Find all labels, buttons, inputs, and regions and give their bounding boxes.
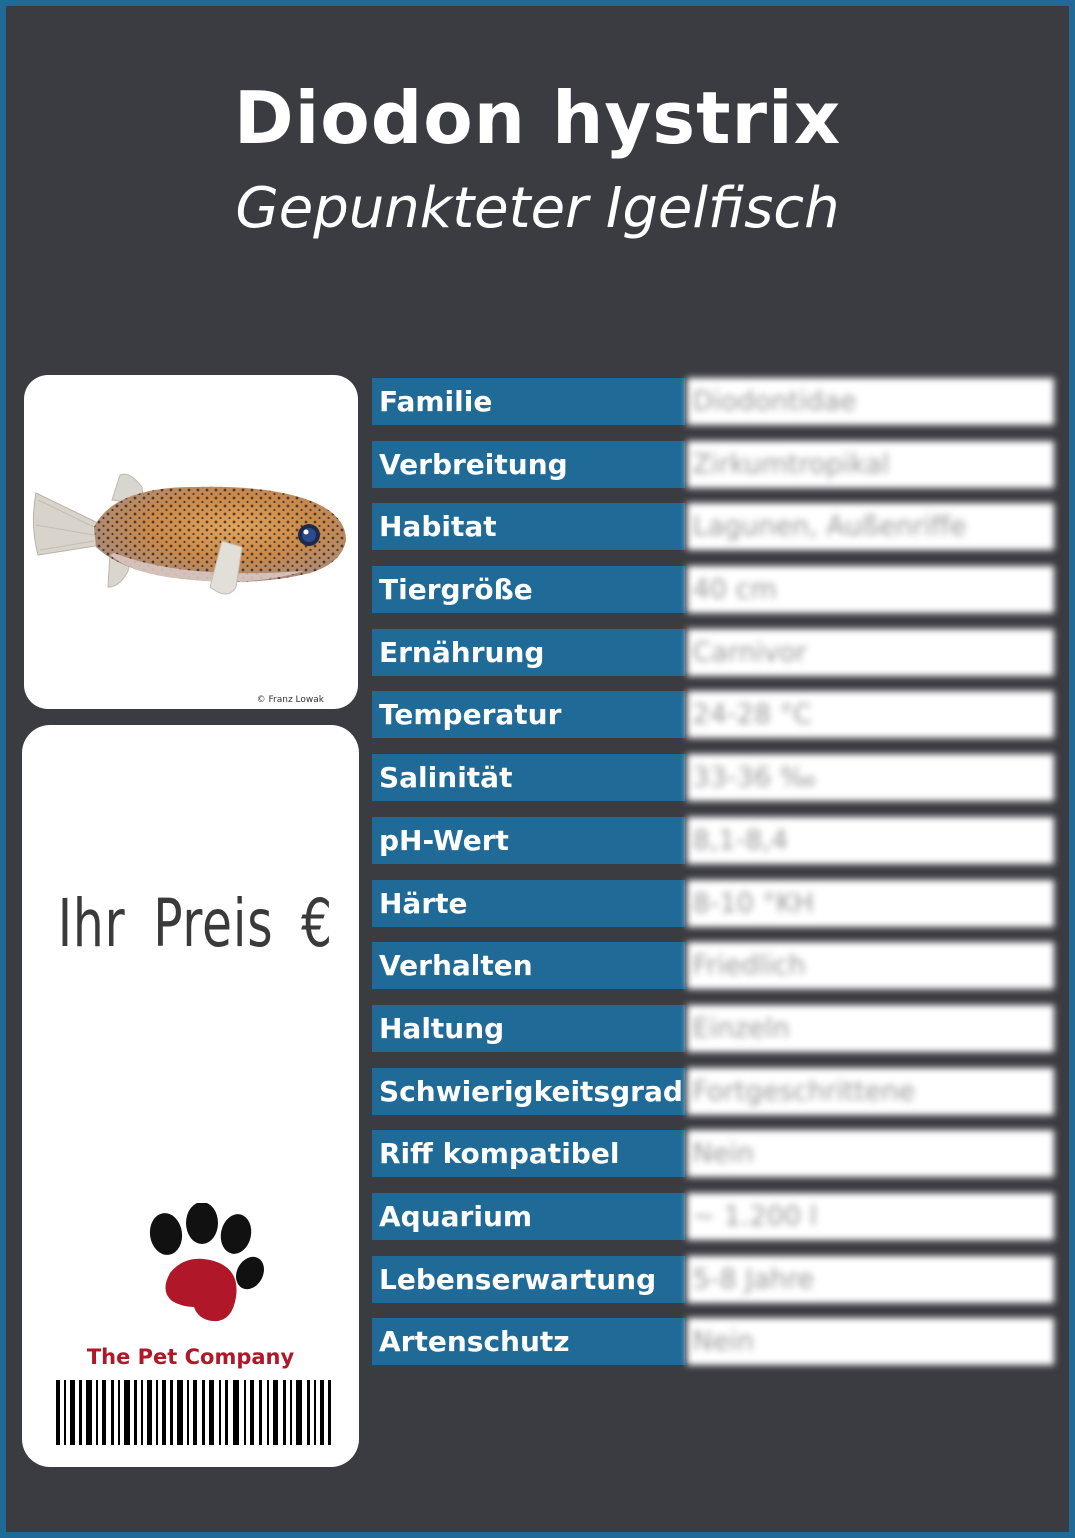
fact-row-familie [372,378,1054,425]
fact-label: Artenschutz [372,1318,685,1365]
fact-value: 8-10 °KH [687,880,1054,927]
fact-label: Haltung [372,1005,685,1052]
fact-value: Fortgeschrittene [687,1068,1054,1115]
fact-label: Härte [372,880,685,927]
fact-label: Temperatur [372,691,685,738]
fact-row-ernaehrung [372,629,1054,676]
fact-label: Verhalten [372,942,685,989]
fact-row-habitat [372,503,1054,550]
fact-row-haerte [372,880,1054,927]
fact-label: Ernährung [372,629,685,676]
fact-value: Lagunen, Außenriffe [687,503,1054,550]
fact-label: Aquarium [372,1193,685,1240]
fact-row-haltung [372,1005,1054,1052]
fact-label: pH-Wert [372,817,685,864]
fact-value: ~ 1.200 l [687,1193,1054,1240]
fact-label: Schwierigkeitsgrad [372,1068,685,1115]
fact-row-ph-wert [372,817,1054,864]
fact-row-aquarium [372,1193,1054,1240]
fact-value: 24-28 °C [687,691,1054,738]
fact-row-verbreitung [372,441,1054,488]
fact-row-temperatur [372,691,1054,738]
photo-credit: © Franz Lowak [256,695,324,705]
species-common-name: Gepunkteter Igelfisch [235,176,840,241]
fact-row-verhalten [372,942,1054,989]
fact-label: Familie [372,378,685,425]
species-card [6,6,1069,1532]
paw-logo-icon [132,1203,272,1328]
species-facts-table [372,378,1054,1381]
fact-label: Riff kompatibel [372,1130,685,1177]
fact-label: Salinität [372,754,685,801]
fact-row-schwierigkeitsgrad [372,1068,1054,1115]
company-name: The Pet Company [86,1345,295,1369]
fact-value: Einzeln [687,1005,1054,1052]
photo-panel [24,375,358,709]
fact-value: 33-36 ‰ [687,754,1054,801]
fact-row-artenschutz [372,1318,1054,1365]
fact-row-salinitaet [372,754,1054,801]
fact-value: Zirkumtropikal [687,441,1054,488]
fact-row-lebenserwartung [372,1256,1054,1303]
fact-value: Nein [687,1318,1054,1365]
fact-label: Verbreitung [372,441,685,488]
barcode-icon [56,1380,332,1445]
porcupinefish-photo [24,375,358,709]
fact-value: 40 cm [687,566,1054,613]
price-panel [22,725,359,1467]
fact-value: Carnivor [687,629,1054,676]
fact-row-tiergroesse [372,566,1054,613]
price-label: Ihr Preis € [57,885,333,962]
fact-label: Lebenserwartung [372,1256,685,1303]
species-title: Diodon hystrix [233,76,842,160]
fact-label: Tiergröße [372,566,685,613]
fact-value: 5-8 Jahre [687,1256,1054,1303]
fact-value: Diodontidae [687,378,1054,425]
fact-row-riff-kompatibel [372,1130,1054,1177]
fact-value: 8,1-8,4 [687,817,1054,864]
fact-value: Nein [687,1130,1054,1177]
fact-value: Friedlich [687,942,1054,989]
fact-label: Habitat [372,503,685,550]
